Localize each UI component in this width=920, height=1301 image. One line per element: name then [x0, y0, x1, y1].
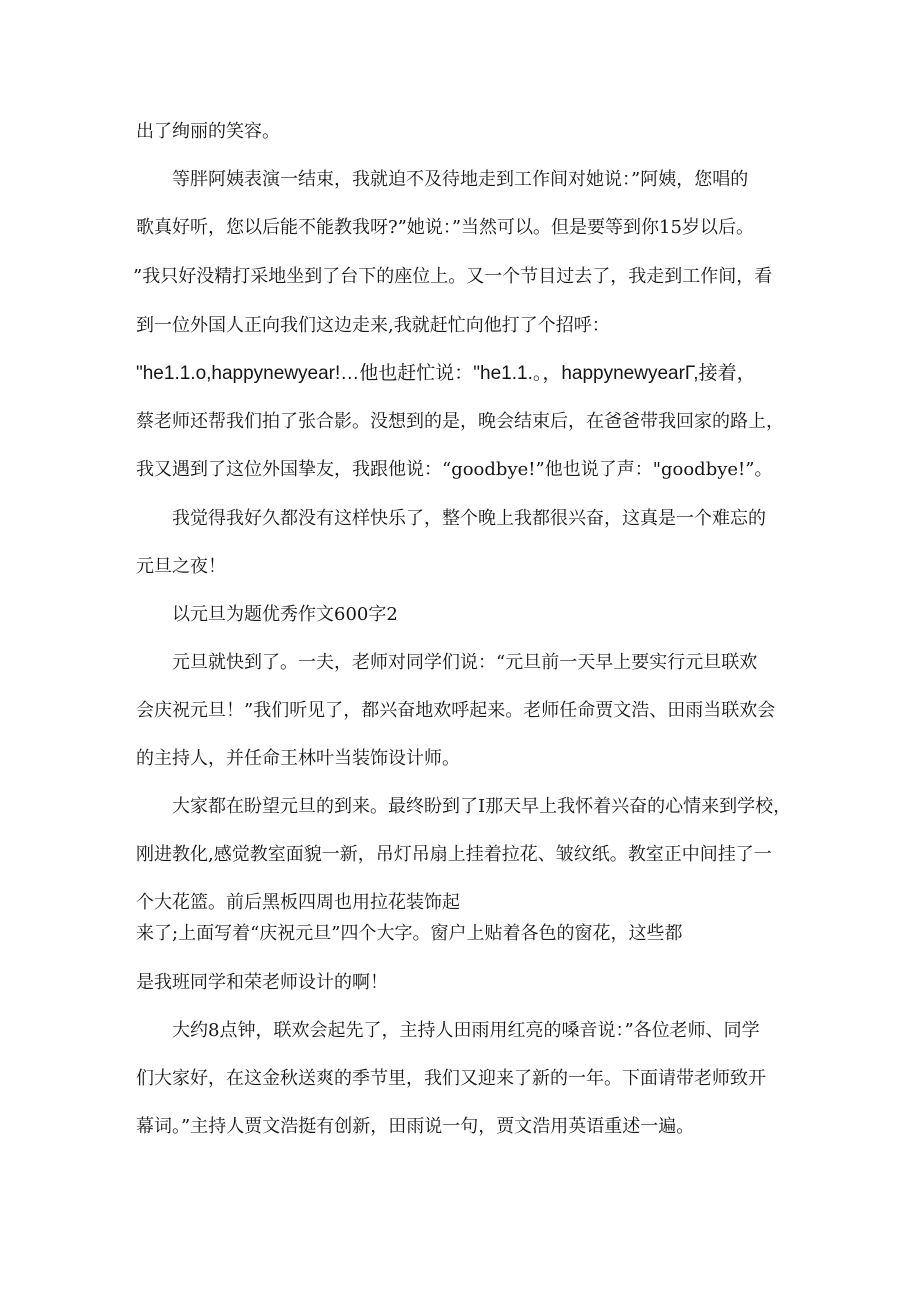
- text-line: 我又遇到了这位外国挚友，我跟他说：“goodbye!”他也说了声："goodbye!”。: [136, 459, 773, 480]
- text-line: 是我班同学和荣老师设计的啊！: [136, 972, 388, 993]
- text-line: 大约8点钟，联欢会起先了，主持人田雨用红亮的嗓音说：”各位老师、同学: [172, 1020, 760, 1041]
- text-line: ”我只好没精打采地坐到了台下的座位上。又一个节目过去了，我走到工作间，看: [133, 266, 773, 287]
- text-line: 出了绚丽的笑容。: [136, 121, 280, 142]
- text-line: 会庆祝元旦！”我们听见了，都兴奋地欢呼起来。老师任命贾文浩、田雨当联欢会: [136, 700, 776, 721]
- text-line: 来了;上面写着“庆祝元旦”四个大字。窗户上贴着各色的窗花，这些都: [136, 923, 683, 944]
- text-line: 们大家好，在这金秋送爽的季节里，我们又迎来了新的一年。下面请带老师致开: [136, 1068, 766, 1089]
- text-line: 我觉得我好久都没有这样快乐了，整个晚上我都很兴奋，这真是一个难忘的: [172, 508, 766, 529]
- text-line: 刚进教化,感觉教室面貌一新，吊灯吊扇上挂着拉花、皱纹纸。教室正中间挂了一: [136, 844, 772, 865]
- text-line: 元旦之夜！: [136, 556, 226, 577]
- text-line: 歌真好听，您以后能不能教我呀?”她说：”当然可以。但是要等到你15岁以后。: [136, 217, 754, 238]
- section-heading: 以元旦为题优秀作文600字2: [172, 604, 398, 625]
- text-line: 到一位外国人正向我们这边走来,我就赶忙向他打了个招呼：: [136, 315, 610, 336]
- text-line: 的主持人，并任命王林叶当装饰设计师。: [136, 748, 460, 769]
- text-line: 元旦就快到了。一夫，老师对同学们说：“元旦前一天早上要实行元旦联欢: [172, 652, 758, 673]
- text-line: 大家都在盼望元旦的到来。最终盼到了I那天早上我怀着兴奋的心情来到学校，: [172, 796, 792, 817]
- text-line: "he1.1.o,happynewyear!…他也赶忙说："he1.1.。，happynewyearΓ,接着，: [136, 363, 756, 384]
- text-line: 幕词。”主持人贾文浩挺有创新，田雨说一句，贾文浩用英语重述一遍。: [136, 1116, 695, 1137]
- text-line: 等胖阿姨表演一结束，我就迫不及待地走到工作间对她说：”阿姨，您唱的: [172, 169, 749, 190]
- text-line: 蔡老师还帮我们拍了张合影。没想到的是，晚会结束后，在爸爸带我回家的路上，: [136, 411, 784, 432]
- text-line: 个大花篮。前后黑板四周也用拉花装饰起: [136, 892, 460, 913]
